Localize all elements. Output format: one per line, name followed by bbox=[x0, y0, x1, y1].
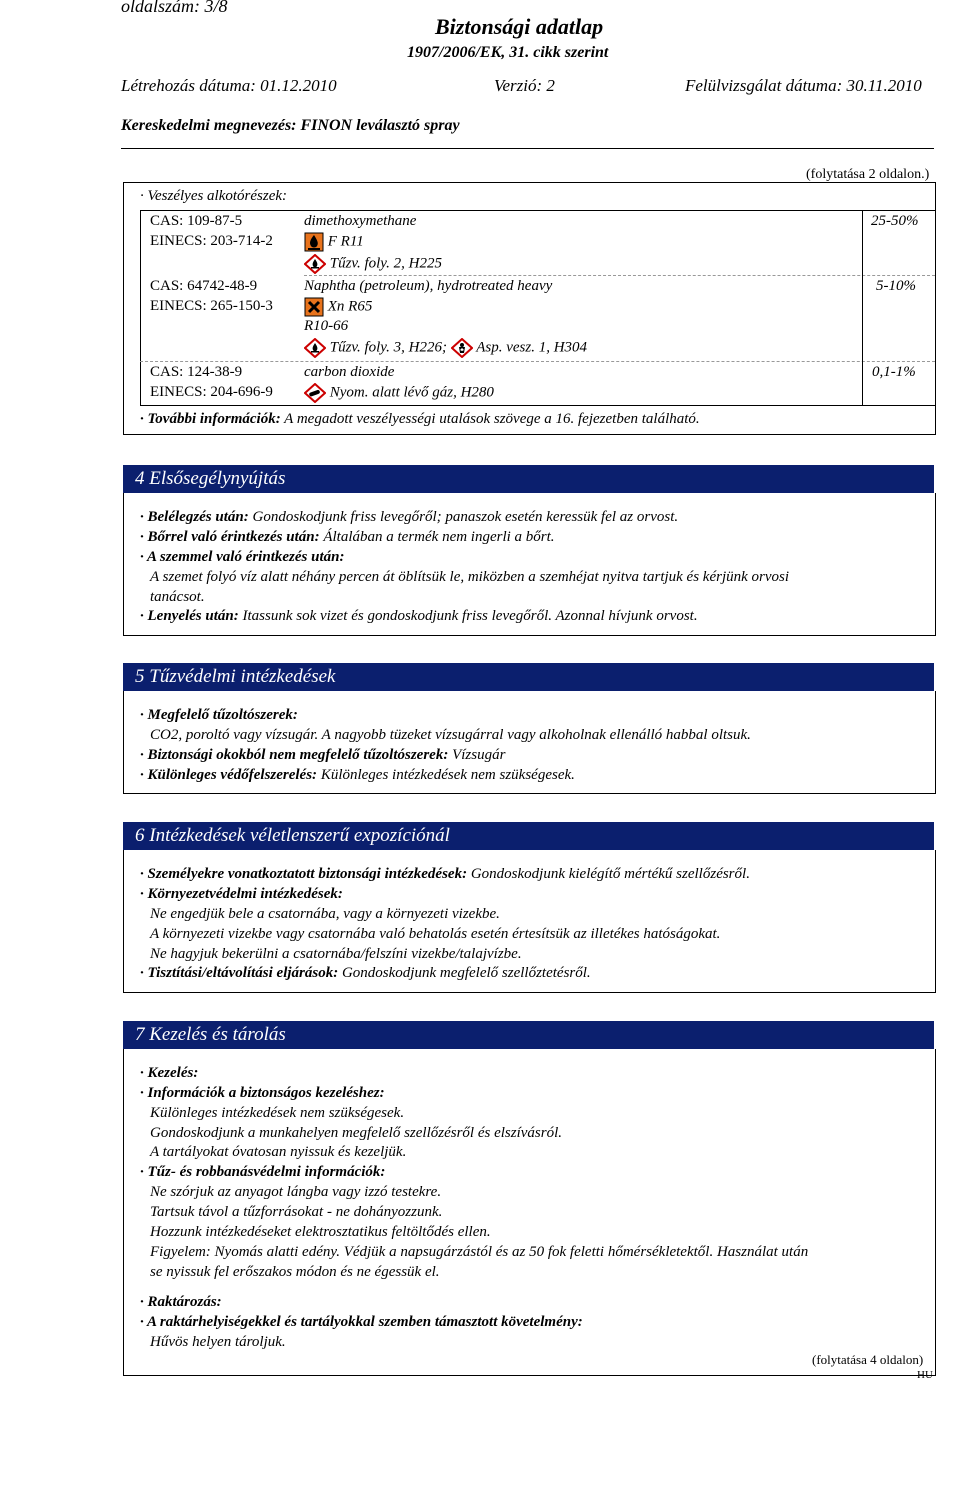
environmental-precautions-label: · Környezetvédelmi intézkedések: bbox=[140, 886, 343, 902]
component-name-3: carbon dioxide bbox=[304, 364, 395, 380]
hazard-row-3 bbox=[304, 383, 494, 403]
ingestion-label: · Lenyelés után: bbox=[140, 608, 239, 624]
skin-contact-text: Általában a termék nem ingerli a bőrt. bbox=[319, 529, 555, 545]
cas-1: CAS: 109-87-5 bbox=[150, 213, 243, 229]
ghs-health-hazard-icon bbox=[451, 338, 473, 358]
fire-explosion-label: · Tűz- és robbanásvédelmi információk: bbox=[140, 1164, 386, 1180]
protective-equipment-label: · Különleges védőfelszerelés: bbox=[140, 767, 318, 783]
inhalation-line bbox=[140, 508, 678, 527]
fire-explosion-text-2: Tartsuk távol a tűzforrásokat - ne dohányozzunk. bbox=[150, 1204, 443, 1220]
inhalation-text: Gondoskodjunk friss levegőről; panaszok esetén keressük fel az orvost. bbox=[248, 509, 679, 525]
section-title-handling-storage: 7 Kezelés és tárolás bbox=[123, 1021, 934, 1049]
skin-contact-line bbox=[140, 528, 555, 547]
safe-handling-text-1: Különleges intézkedések nem szükségesek. bbox=[150, 1105, 405, 1121]
eye-contact-label: · A szemmel való érintkezés után: bbox=[140, 549, 345, 565]
ghs-flame-icon bbox=[304, 338, 326, 358]
extinguishing-media-label: · Megfelelő tűzoltószerek: bbox=[140, 707, 298, 723]
handling-label: · Kezelés: bbox=[140, 1065, 199, 1081]
hazard-label-3: Nyom. alatt lévő gáz, H280 bbox=[329, 384, 494, 401]
cas-3: CAS: 124-38-9 bbox=[150, 364, 243, 380]
class-row-2 bbox=[304, 297, 372, 317]
einecs-3: EINECS: 204-696-9 bbox=[150, 384, 273, 400]
percentage-1: 25-50% bbox=[871, 213, 919, 229]
section-title-accidental-release: 6 Intézkedések véletlenszerű expozíciónál bbox=[123, 822, 934, 850]
language-code: HU bbox=[917, 1369, 933, 1381]
trade-name: Kereskedelmi megnevezés: FINON leválasztó spray bbox=[121, 117, 460, 134]
personal-precautions-line bbox=[140, 865, 750, 884]
skin-contact-label: · Bőrrel való érintkezés után: bbox=[140, 529, 320, 545]
continuation-bottom: (folytatása 4 oldalon) bbox=[812, 1352, 924, 1367]
einecs-1: EINECS: 203-714-2 bbox=[150, 233, 273, 249]
safe-handling-label: · Információk a biztonságos kezeléshez: bbox=[140, 1085, 385, 1101]
inhalation-label: · Belélegzés után: bbox=[140, 509, 249, 525]
flame-icon bbox=[304, 232, 324, 252]
hazard-label-1: Tűzv. foly. 2, H225 bbox=[329, 255, 442, 272]
further-info-label: · További információk: bbox=[140, 411, 281, 427]
percentage-2: 5-10% bbox=[876, 278, 916, 294]
header-rule bbox=[121, 148, 934, 149]
unsuitable-media-text: Vízsugár bbox=[448, 747, 506, 763]
hazard-label-2a: Tűzv. foly. 3, H226; bbox=[329, 339, 447, 356]
class-label-2: Xn R65 bbox=[327, 298, 373, 315]
ingestion-text: Itassunk sok vizet és gondoskodjunk friss levegőről. Azonnal hívjunk orvost. bbox=[238, 608, 698, 624]
safe-handling-text-2: Gondoskodjunk a munkahelyen megfelelő szellőzésről és elszívásról. bbox=[150, 1125, 563, 1141]
continuation-top: (folytatása 2 oldalon.) bbox=[806, 167, 930, 182]
component-name-1: dimethoxymethane bbox=[304, 213, 417, 229]
protective-equipment-line bbox=[140, 766, 575, 785]
eye-contact-text-1: A szemet folyó víz alatt néhány percen át öblítsük le, miközben a szemhéjat nyitva tartjuk és kérjünk orvosi bbox=[150, 569, 790, 585]
percentage-column-divider bbox=[862, 210, 863, 406]
personal-precautions-label: · Személyekre vonatkoztatott biztonsági intézkedések: bbox=[140, 866, 468, 882]
ghs-flame-icon bbox=[304, 254, 326, 274]
safe-handling-text-3: A tartályokat óvatosan nyissuk és kezeljük. bbox=[150, 1144, 407, 1160]
version: Verzió: 2 bbox=[494, 76, 555, 95]
further-info-text: A megadott veszélyességi utalások szövege a 16. fejezetben található. bbox=[280, 411, 700, 427]
personal-precautions-text: Gondoskodjunk kielégítő mértékű szellőzésről. bbox=[467, 866, 750, 882]
row-divider bbox=[304, 275, 935, 276]
einecs-2: EINECS: 265-150-3 bbox=[150, 298, 273, 314]
review-date: Felülvizsgálat dátuma: 30.11.2010 bbox=[685, 76, 922, 95]
class2-label-2: R10-66 bbox=[304, 318, 349, 334]
environmental-text-1: Ne engedjük bele a csatornába, vagy a környezeti vizekbe. bbox=[150, 906, 500, 922]
fire-explosion-text-3: Hozzunk intézkedéseket elektrosztatikus feltöltődés ellen. bbox=[150, 1224, 491, 1240]
document-title: Biztonsági adatlap bbox=[435, 14, 604, 39]
component-name-2: Naphtha (petroleum), hydrotreated heavy bbox=[304, 278, 553, 294]
cleanup-text: Gondoskodjunk megfelelő szellőztetésről. bbox=[338, 965, 591, 981]
hazard-label-2b: Asp. vesz. 1, H304 bbox=[476, 339, 588, 356]
section-title-firefighting: 5 Tűzvédelmi intézkedések bbox=[123, 663, 934, 691]
class-row-1 bbox=[304, 232, 364, 252]
eye-contact-text-2: tanácsot. bbox=[150, 589, 205, 605]
ingestion-line bbox=[140, 607, 698, 626]
extinguishing-media-text: CO2, poroltó vagy vízsugár. A nagyobb tüzeket vízsugárral vagy alkoholnak ellenálló habbal oltsuk. bbox=[150, 727, 751, 743]
protective-equipment-text: Különleges intézkedések nem szükségesek. bbox=[317, 767, 575, 783]
cleanup-line bbox=[140, 964, 591, 983]
unsuitable-media-line bbox=[140, 746, 505, 765]
environmental-text-2: A környezeti vizekbe vagy csatornába való behatolás esetén értesítsük az illetékes hatóságokat. bbox=[150, 926, 721, 942]
fire-explosion-text-5: se nyissuk fel erőszakos módon és ne égessük el. bbox=[150, 1264, 440, 1280]
hazard-row-1 bbox=[304, 254, 442, 274]
hazard-row-2 bbox=[304, 338, 587, 358]
percentage-3: 0,1-1% bbox=[872, 364, 916, 380]
created-date: Létrehozás dátuma: 01.12.2010 bbox=[121, 76, 337, 95]
page-number: oldalszám: 3/8 bbox=[121, 0, 228, 16]
cas-2: CAS: 64742-48-9 bbox=[150, 278, 258, 294]
storage-label: · Raktározás: bbox=[140, 1294, 222, 1310]
ghs-gas-cylinder-icon bbox=[304, 383, 326, 403]
harmful-x-icon bbox=[304, 297, 324, 317]
fire-explosion-text-4: Figyelem: Nyomás alatti edény. Védjük a napsugárzástól és az 50 fok feletti hőmérsékletektől. Használat után bbox=[150, 1244, 809, 1260]
cleanup-label: · Tisztítási/eltávolítási eljárások: bbox=[140, 965, 339, 981]
further-info bbox=[140, 410, 700, 429]
unsuitable-media-label: · Biztonsági okokból nem megfelelő tűzoltószerek: bbox=[140, 747, 449, 763]
storage-requirements-label: · A raktárhelyiségekkel és tartályokkal szemben támasztott követelmény: bbox=[140, 1314, 583, 1330]
fire-explosion-text-1: Ne szórjuk az anyagot lángba vagy izzó testekre. bbox=[150, 1184, 442, 1200]
components-heading: · Veszélyes alkotórészek: bbox=[140, 188, 288, 204]
row-divider bbox=[140, 361, 935, 362]
class-label-1: F R11 bbox=[327, 233, 364, 250]
storage-requirements-text: Hűvös helyen tároljuk. bbox=[150, 1334, 286, 1350]
environmental-text-3: Ne hagyjuk bekerülni a csatornába/felszíni vizekbe/talajvízbe. bbox=[150, 946, 522, 962]
section-title-first-aid: 4 Elsősegélynyújtás bbox=[123, 465, 934, 493]
document-subtitle: 1907/2006/EK, 31. cikk szerint bbox=[407, 44, 609, 61]
